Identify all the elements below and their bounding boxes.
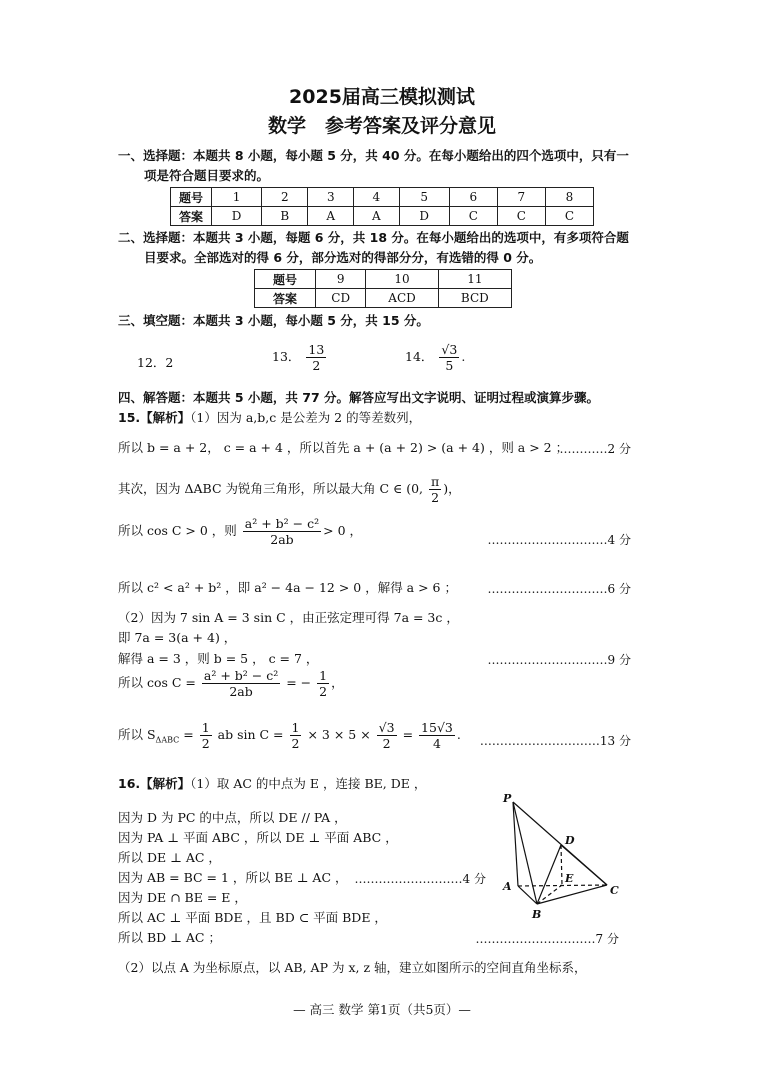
table-cell: 8 xyxy=(545,188,593,207)
page-title: 2025届高三模拟测试 xyxy=(289,86,475,108)
table-cell: ACD xyxy=(366,289,438,308)
score-7: …………………………7 分 xyxy=(475,932,619,946)
p16-line-9: （2）以点 A 为坐标原点，以 AB, AP 为 x, z 轴，建立如图所示的空间直角坐标系， xyxy=(118,960,587,975)
table-cell: D xyxy=(212,207,262,226)
p15-line-3: 其次，因为 ΔABC 为锐角三角形，所以最大角 C ∈ (0, $\frac{\pi}{2}$ )， xyxy=(118,474,461,505)
page-footer: — 高三 数学 第1页（共5页）— xyxy=(293,1002,471,1017)
label-E: E xyxy=(565,872,574,885)
label-B: B xyxy=(532,908,542,921)
table-cell: A xyxy=(354,207,400,226)
p16-line-2: 因为 D 为 PC 的中点，所以 DE // PA ， xyxy=(118,810,347,825)
table-cell: 4 xyxy=(354,188,400,207)
p15-line-4: 所以 cos C > 0 ，则 $\frac{\text{a² + b² − c²}}{2ab}$ > 0 ， xyxy=(118,516,363,547)
p16-line-8: 所以 BD ⊥ AC ； xyxy=(118,930,221,945)
score-9: …………………………9 分 xyxy=(487,653,631,667)
geometry-figure xyxy=(495,790,630,925)
answer-14: 14． $\frac{√3}{5}$ . xyxy=(405,342,466,373)
score-6: …………………………6 分 xyxy=(487,582,631,596)
p15-line-10: 所以 $S_{\Delta ABC}$ = $\frac{1}{2}$ ab sin C = $\frac{1}{2}$ × 3 × 5 × $\frac{√3}{2}$ = $\frac{15√3}{4}$ . xyxy=(118,720,461,751)
section-1-heading: 一、选择题：本题共 8 小题，每小题 5 分，共 40 分。在每小题给出的四个选项中，只有一 项是符合题目要求的。 xyxy=(118,148,629,183)
table-cell: 1 xyxy=(212,188,262,207)
table-cell: C xyxy=(545,207,593,226)
table-cell: 11 xyxy=(438,270,511,289)
p15-line-6: （2）因为 7 sin A = 3 sin C ，由正弦定理可得 7a = 3c ， xyxy=(118,610,459,625)
table-cell: CD xyxy=(316,289,366,308)
p15-line-2: 所以 b = a + 2， c = a + 4 ，所以首先 a + (a + 2) > (a + 4) ，则 a > 2 ； xyxy=(118,440,569,455)
table-label: 题号 xyxy=(255,270,316,289)
table-cell: BCD xyxy=(438,289,511,308)
p15-line-5: 所以 c² < a² + b² ，即 a² − 4a − 12 > 0 ，解得 a > 6 ； xyxy=(118,580,457,595)
table-cell: 7 xyxy=(497,188,545,207)
table-cell: C xyxy=(449,207,497,226)
table-cell: 2 xyxy=(262,188,308,207)
table-label: 答案 xyxy=(171,207,212,226)
table-label: 答案 xyxy=(255,289,316,308)
table-cell: C xyxy=(497,207,545,226)
score-2: …………2 分 xyxy=(559,442,631,456)
p16-line-6: 因为 DE ∩ BE = E ， xyxy=(118,890,247,905)
table-cell: B xyxy=(262,207,308,226)
label-P: P xyxy=(503,792,512,805)
p16-line-1: 16.【解析】（1）取 AC 的中点为 E ，连接 BE, DE ， xyxy=(118,776,427,791)
p15-line-1: 15.【解析】（1）因为 a,b,c 是公差为 2 的等差数列， xyxy=(118,410,422,425)
p16-line-3: 因为 PA ⊥ 平面 ABC ，所以 DE ⊥ 平面 ABC ， xyxy=(118,830,398,845)
table-label: 题号 xyxy=(171,188,212,207)
p16-line-7: 所以 AC ⊥ 平面 BDE ，且 BD ⊂ 平面 BDE ， xyxy=(118,910,387,925)
table-cell: D xyxy=(399,207,449,226)
table-cell: A xyxy=(308,207,354,226)
score-4: …………………………4 分 xyxy=(487,533,631,547)
p15-line-8: 解得 a = 3 ，则 b = 5 ， c = 7 ， xyxy=(118,651,319,666)
table-cell: 9 xyxy=(316,270,366,289)
p16-line-5: 因为 AB = BC = 1 ，所以 BE ⊥ AC ， xyxy=(118,870,348,885)
table-cell: 6 xyxy=(449,188,497,207)
answer-table-2 xyxy=(254,269,512,308)
section-4-heading: 四、解答题：本题共 5 小题，共 77 分。解答应写出文字说明、证明过程或演算步骤。 xyxy=(118,390,600,405)
score-13: …………………………13 分 xyxy=(479,734,631,748)
p16-line-4: 所以 DE ⊥ AC ， xyxy=(118,850,221,865)
score-4b: ………………………4 分 xyxy=(354,872,486,886)
p15-line-7: 即 7a = 3(a + 4) ， xyxy=(118,630,237,645)
p15-line-9: 所以 cos C = $\frac{\text{a² + b² − c²}}{2ab}$ = − $\frac{1}{2}$ ， xyxy=(118,668,344,699)
label-A: A xyxy=(503,880,512,893)
page-subtitle: 数学 参考答案及评分意见 xyxy=(267,115,496,137)
section-2-heading: 二、选择题：本题共 3 小题，每题 6 分，共 18 分。在每小题给出的选项中，有多项符合题 目要求。全部选对的得 6 分，部分选对的得部分分，有选错的得 0 分。 xyxy=(118,230,629,265)
table-cell: 3 xyxy=(308,188,354,207)
table-cell: 10 xyxy=(366,270,438,289)
table-cell: 5 xyxy=(399,188,449,207)
answer-table-1 xyxy=(170,187,594,226)
label-C: C xyxy=(610,884,619,897)
answer-12: 12．2 xyxy=(137,355,174,370)
section-3-heading: 三、填空题：本题共 3 小题，每小题 5 分，共 15 分。 xyxy=(118,313,429,328)
label-D: D xyxy=(565,834,575,847)
answer-13: 13． $\frac{13}{2}$ xyxy=(272,342,325,373)
